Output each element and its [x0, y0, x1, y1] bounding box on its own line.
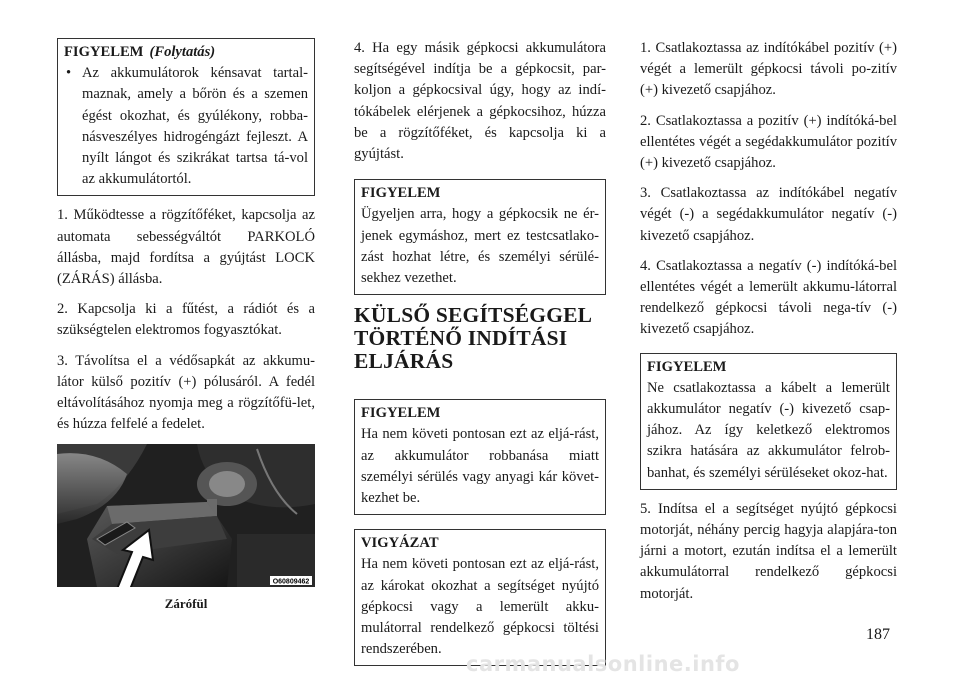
step-1: 1. Működtesse a rögzítőféket, kapcsolja az automata sebességváltót PARKOLÓ állásba, majd fordítsa a gyújtást LOCK (ZÁRÁS) állásba.	[57, 207, 315, 288]
warning-subtitle: (Folytatás)	[149, 44, 216, 60]
caution-text: Ha nem követi pontosan ezt az eljá-rást, az károkat okozhat a segítséget nyújtó gépkocsi vagy a lemerült akku-mulátorral rendelkező gépkocsi töltési rendszerében.	[361, 556, 599, 658]
warning-box-negative	[640, 353, 897, 490]
column-left	[57, 38, 315, 615]
watermark-text: carmanualsonline.info	[466, 652, 740, 676]
warning-text: Ha nem követi pontosan ezt az eljá-rást, az akkumulátor robbanása miatt személyi sérülés vagy anyagi kár követ-kezhet be.	[361, 426, 599, 507]
warning-title: FIGYELEM	[647, 358, 727, 375]
warning-box-contact	[354, 179, 606, 295]
warning-bullet: • Az akkumulátorok kénsavat tartal-maznak, amely a bőrön és a szemen égést okozhat, és gyúlékony, robba-násveszélyes hidrogéngázt fejleszt. A nyílt lángot és szikrákat tartsa tá-vol az akkumulátortól.	[64, 63, 308, 190]
warning-text: Ügyeljen arra, hogy a gépkocsik ne ér-jenek egymáshoz, mert ez testcsatlako-zást hozhat létre, és személyi sérülé-sekhez vezethet.	[361, 206, 599, 287]
connect-step-3: 3. Csatlakoztassa az indítókábel negatív végét (-) a segédakkumulátor negatív (-) kivezető csapjához.	[640, 185, 897, 244]
warning-text: Ne csatlakoztassa a kábelt a lemerült akkumulátor negatív (-) kivezető csap-jához. Az így keletkező elektromos szikra hatására az akkumulátor felrob-banhat, és személyi sérüléseket okoz-hat.	[647, 379, 890, 481]
photo-code: O60809462	[272, 578, 310, 586]
warning-title: FIGYELEM	[64, 44, 144, 60]
connect-step-1: 1. Csatlakoztassa az indítókábel pozitív (+) végét a lemerült gépkocsi távoli po-zitív (+) kivezető csapjához.	[640, 40, 897, 99]
section-heading: KÜLSŐ SEGÍTSÉGGEL TÖRTÉNŐ INDÍTÁSI ELJÁRÁS	[354, 303, 592, 374]
engine-bay-photo	[57, 444, 315, 587]
connect-step-2: 2. Csatlakoztassa a pozitív (+) indítóká-bel ellentétes végét a segédakkumulátor pozitív (+) kivezető csapjához.	[640, 112, 897, 172]
warning-box-explosion	[354, 399, 606, 515]
start-step-5: 5. Indítsa el a segítséget nyújtó gépkocsi motorját, néhány percig hagyja alapjára-ton járni a motort, ezután indítsa el a lemerült akkumulátorral rendelkező gépkocsi motorját.	[640, 500, 897, 602]
column-middle	[354, 38, 606, 675]
caution-box	[354, 529, 606, 666]
connect-step-4: 4. Csatlakoztassa a negatív (-) indítóká-bel ellentétes végét a lemerült akkumu-látorral rendelkező gépkocsi távoli nega-tív (-) kivezető csapjához.	[640, 257, 897, 338]
warning-box-continued	[57, 38, 315, 196]
page-number: 187	[866, 626, 890, 643]
photo-caption: Zárófül	[164, 596, 208, 612]
column-right	[640, 38, 897, 614]
step-2: 2. Kapcsolja ki a fűtést, a rádiót és a szükségtelen elektromos fogyasztókat.	[57, 301, 315, 339]
warning-heading	[64, 42, 308, 63]
engine-bay-illustration	[57, 444, 315, 587]
caution-title: VIGYÁZAT	[361, 535, 439, 552]
step-3: 3. Távolítsa el a védősapkát az akkumu-látor külső pozitív (+) pólusáról. A fedél eltávolításához nyomja meg a rögzítőfü-let, és húzza felfelé a fedelet.	[57, 352, 315, 433]
warning-title: FIGYELEM	[361, 405, 441, 422]
warning-title: FIGYELEM	[361, 185, 441, 202]
step-4: 4. Ha egy másik gépkocsi akkumulátora segítségével indítja be a gépkocsit, par-koljon a gépkocsival úgy, hogy az indí-tókábelek elérjenek a gépkocsihoz, húzza be a rögzítőféket, és kapcsolja ki a gyújtást.	[354, 40, 606, 163]
